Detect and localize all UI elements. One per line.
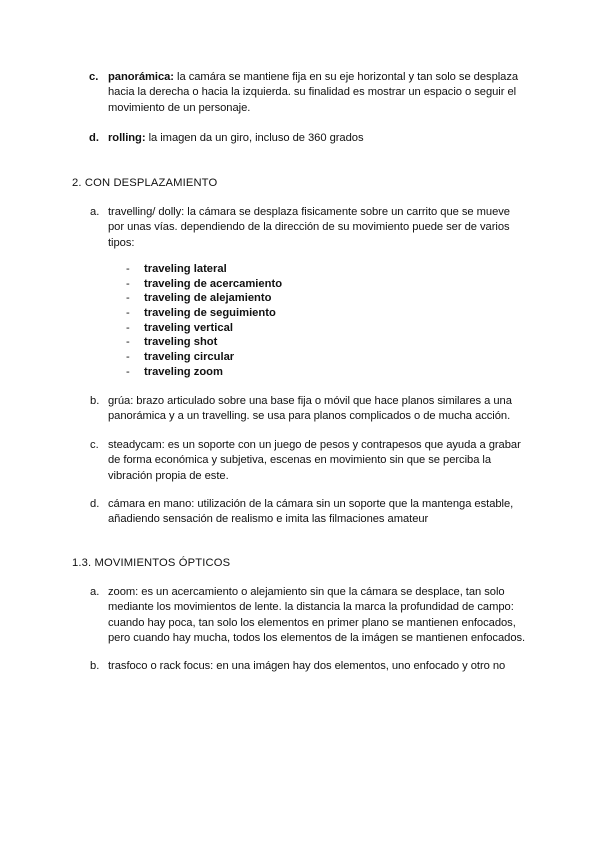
list-item-grua: grúa: brazo articulado sobre una base fija o móvil que hace planos similares a una panorámica y a un travelling. se usa para planos complicados o de mucha acción. bbox=[108, 395, 512, 423]
item-text: la camára se mantiene fija en su eje horizontal y tan solo se desplaza hacia la derecha o hacia la izquierda. su finalidad es mostrar un espacio o seguir el movimiento de un personaje. bbox=[108, 71, 519, 114]
list-item-travelling: travelling/ dolly: la cámara se desplaza fisicamente sobre un carrito que se mueve por unas vías. dependiendo de la dirección de su movimiento puede ser de varios tipos: bbox=[108, 206, 510, 249]
document-page: c. panorámica: la camára se mantiene fija en su eje horizontal y tan solo se desplaza hacia la derecha o hacia la izquierda. su finalidad es mostrar un espacio o seguir el movimiento de un personaje. d. rolling: la imagen da un giro, incluso de 360 grados 2. CON DESPLAZAMIENTO a. travelling/ dolly: la cámara se desplaza fisicamente sobre un carrito que se mueve por unas vías. dependiendo de la dirección de su movimiento puede ser de varios tipos: - traveling lateral - traveling de acercamiento - traveling de alejamiento - traveling de seguimiento - traveling vertical - traveling shot - traveling circular - traveling zoom b. grúa: brazo articulado sobre una base fija o móvil que hace planos similares a una panorámica y a un travelling. se usa para planos complicados o de mucha acción. c. steadycam: es un soporte con un juego de pesos y contrapesos que ayuda a grabar de forma económica y subjetiva, escenas en movimiento sin que se perciba la vibración propia de este. d. cámara en mano: utilización de la cámara sin un soporte que la mantenga estable, añadiendo sensación de realismo e imita las filmaciones amateur 1.3. MOVIMIENTOS ÓPTICOS a. zoom: es un acercamiento o alejamiento sin que la cámara se desplace, tan solo mediante los movimientos de lente. la distancia la marca la profundidad de campo: cuando hay poca, tan solo los elementos en primer plano se mantienen enfocados, pero cuando hay mucha, todos los elementos de la imágen se mantienen enfocados. b. trasfoco o rack focus: en una imágen hay dos elementos, uno enfocado y otro no bbox=[0, 0, 600, 848]
list-item-steadycam: steadycam: es un soporte con un juego de pesos y contrapesos que ayuda a grabar de forma económica y subjetiva, escenas en movimiento sin que se perciba la vibración propia de este. bbox=[108, 439, 521, 482]
term-label: panorámica: bbox=[108, 71, 174, 83]
list-item-camara-en-mano: cámara en mano: utilización de la cámara sin un soporte que la mantenga estable, añadiendo sensación de realismo e imita las filmaciones amateur bbox=[108, 498, 514, 526]
list-marker: c. bbox=[90, 439, 99, 451]
list-item-trasfoco: trasfoco o rack focus: en una imágen hay dos elementos, uno enfocado y otro no bbox=[108, 660, 506, 672]
list-marker: c. bbox=[89, 71, 99, 83]
list-marker: d. bbox=[90, 498, 100, 510]
list-marker: b. bbox=[90, 660, 100, 672]
item-text: la imagen da un giro, incluso de 360 grados bbox=[145, 132, 364, 144]
term-label: rolling: bbox=[108, 132, 146, 144]
list-marker: b. bbox=[90, 395, 100, 407]
list-item-zoom: zoom: es un acercamiento o alejamiento sin que la cámara se desplace, tan solo mediante los movimientos de lente. la distancia la marca la profundidad de campo: cuando hay poca, tan solo los elementos en primer plano se mantienen enfocados, pero cuando hay mucha, todos los elementos de la imágen se mantienen enfocados. bbox=[108, 586, 526, 645]
list-marker: d. bbox=[89, 132, 99, 144]
list-marker: a. bbox=[90, 206, 100, 218]
list-marker: a. bbox=[90, 586, 100, 598]
list-item-rolling bbox=[108, 131, 528, 146]
section-heading: 1.3. MOVIMIENTOS ÓPTICOS bbox=[72, 557, 231, 569]
list-item-panoramica bbox=[108, 70, 528, 116]
section-heading: 2. CON DESPLAZAMIENTO bbox=[72, 177, 218, 189]
